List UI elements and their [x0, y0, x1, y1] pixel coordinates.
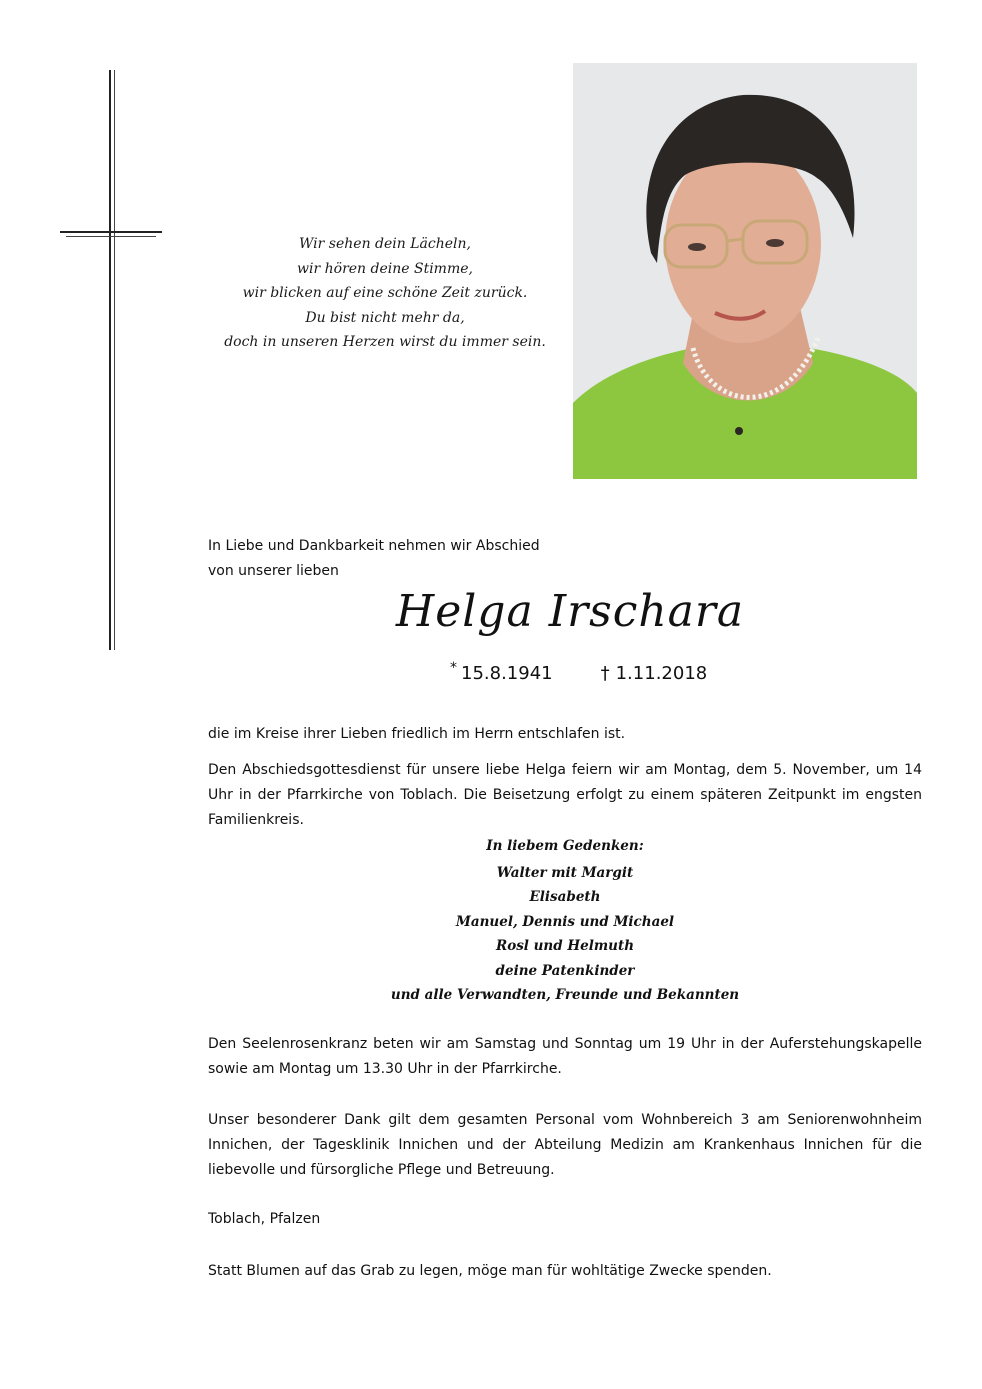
intro-line: In Liebe und Dankbarkeit nehmen wir Abschied: [208, 538, 540, 554]
mourners-list: [340, 834, 790, 1008]
mourner-name: Elisabeth: [529, 889, 601, 905]
donation-text: Statt Blumen auf das Grab zu legen, möge man für wohltätige Zwecke spenden.: [208, 1263, 772, 1279]
death-date: 1.11.2018: [615, 663, 708, 684]
cross-vertical-line-thin: [114, 70, 115, 650]
rosary-text: Den Seelenrosenkranz beten wir am Samstag und Sonntag um 19 Uhr in der Auferstehungskapelle sowie am Montag um 13.30 Uhr in der Pfarrkirche.: [208, 1036, 922, 1077]
place-text: Toblach, Pfalzen: [208, 1211, 321, 1227]
life-dates: [450, 660, 707, 684]
cross-horizontal-line-thin: [66, 236, 156, 237]
passing-text: die im Kreise ihrer Lieben friedlich im Herrn entschlafen ist.: [208, 726, 626, 742]
mourner-name: deine Patenkinder: [495, 962, 635, 979]
intro-text: [208, 534, 540, 584]
mourner-name: Walter mit Margit: [496, 864, 634, 881]
birth-symbol: *: [450, 660, 457, 676]
mourner-name: Manuel, Dennis und Michael: [455, 913, 675, 930]
memorial-poem: [205, 232, 565, 355]
mourner-name: Rosl und Helmuth: [495, 938, 635, 954]
mourner-name: und alle Verwandten, Freunde und Bekannten: [390, 987, 740, 1003]
cross-horizontal-line: [60, 231, 162, 233]
funeral-service-text: Den Abschiedsgottesdienst für unsere liebe Helga feiern wir am Montag, dem 5. November, um 14 Uhr in der Pfarrkirche von Toblach. Die Beisetzung erfolgt zu einem späteren Zeitpunkt im engsten Familienkreis.: [208, 762, 922, 828]
intro-line: von unserer lieben: [208, 563, 339, 579]
poem-line: doch in unseren Herzen wirst du immer sein.: [224, 334, 546, 350]
death-symbol: †: [600, 663, 610, 684]
poem-line: Du bist nicht mehr da,: [305, 309, 465, 326]
poem-line: wir hören deine Stimme,: [297, 260, 473, 277]
poem-line: wir blicken auf eine schöne Zeit zurück.: [242, 285, 528, 301]
portrait-illustration: [573, 63, 917, 479]
mourners-heading: In liebem Gedenken:: [486, 838, 644, 854]
deceased-name: Helga Irschara: [395, 586, 745, 637]
birth-date: 15.8.1941: [461, 663, 553, 684]
thanks-text: Unser besonderer Dank gilt dem gesamten Personal vom Wohnbereich 3 am Seniorenwohnheim Innichen, der Tagesklinik Innichen und der Abteilung Medizin am Krankenhaus Innichen für die liebevolle und fürsorgliche Pflege und Betreuung.: [208, 1112, 922, 1178]
cross-vertical-line: [109, 70, 111, 650]
portrait-photo: [573, 63, 917, 479]
poem-line: Wir sehen dein Lächeln,: [299, 236, 471, 252]
